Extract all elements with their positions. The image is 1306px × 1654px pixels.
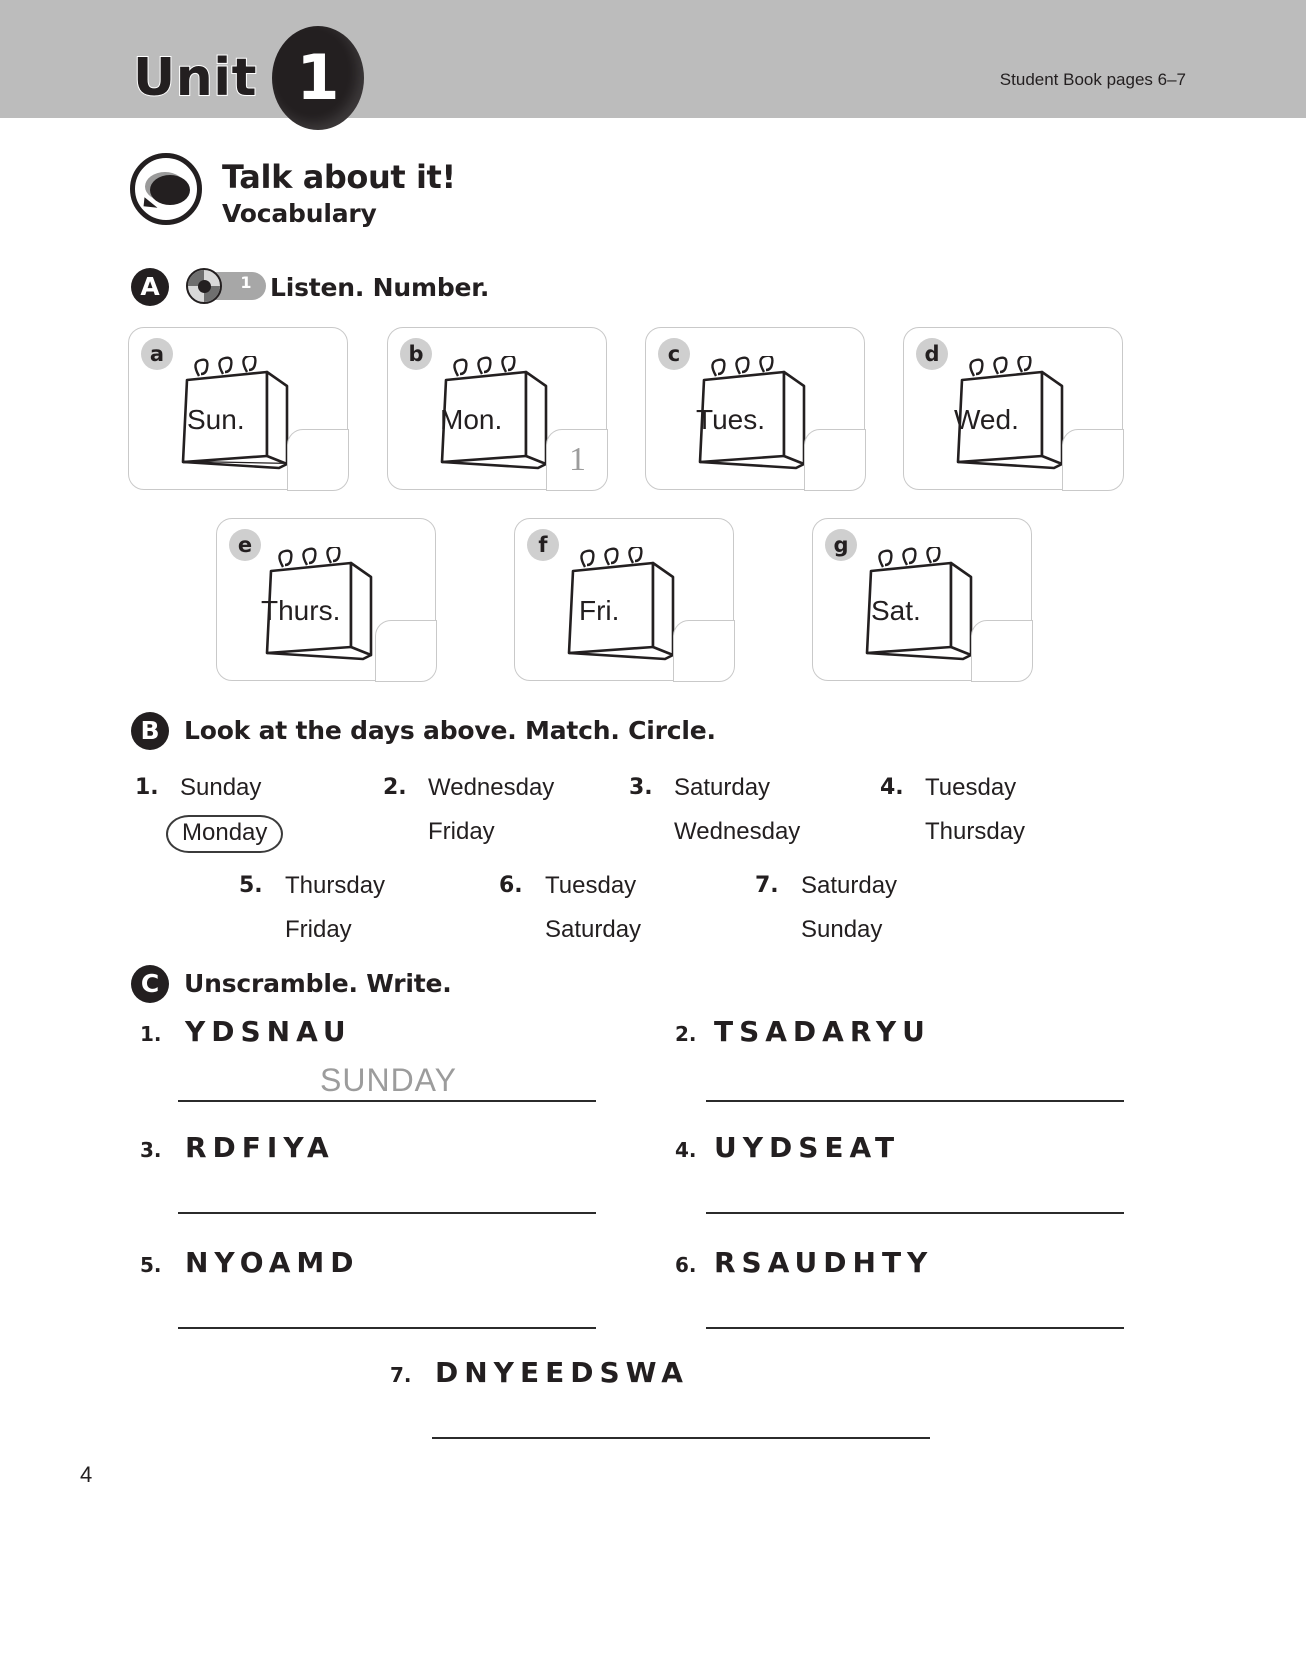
lesson-title: Talk about it! xyxy=(222,158,456,196)
section-letter-b: B xyxy=(131,712,169,750)
day-card-a[interactable] xyxy=(128,327,348,490)
b-item-number-7: 7. xyxy=(755,873,779,898)
c-answer-line-2[interactable] xyxy=(706,1100,1124,1102)
day-card-c[interactable] xyxy=(645,327,865,490)
c-scrambled-word-5: NYOAMD xyxy=(185,1246,360,1279)
answer-box-a[interactable] xyxy=(287,429,349,491)
page-number: 4 xyxy=(80,1462,93,1487)
unit-label: Unit xyxy=(133,48,257,108)
c-item-number-6: 6. xyxy=(675,1253,697,1277)
c-answer-line-6[interactable] xyxy=(706,1327,1124,1329)
c-scrambled-word-1: YDSNAU xyxy=(185,1015,352,1048)
answer-box-b[interactable] xyxy=(546,429,608,491)
answer-value-d xyxy=(1063,430,1125,492)
b-item-number-5: 5. xyxy=(239,873,263,898)
day-abbrev-e: Thurs. xyxy=(261,595,341,626)
speech-bubble-tail-shape xyxy=(144,197,159,207)
answer-box-c[interactable] xyxy=(804,429,866,491)
b-option-bottom-2[interactable]: Friday xyxy=(428,818,495,845)
c-answer-line-5[interactable] xyxy=(178,1327,596,1329)
b-option-top-1[interactable]: Sunday xyxy=(180,774,262,801)
unit-number: 1 xyxy=(296,41,340,114)
b-option-bottom-4[interactable]: Thursday xyxy=(925,818,1026,845)
b-option-top-4[interactable]: Tuesday xyxy=(925,774,1017,801)
section-b-instruction: Look at the days above. Match. Circle. xyxy=(184,716,716,745)
b-option-bottom-7[interactable]: Sunday xyxy=(801,916,883,943)
answer-value-f xyxy=(674,621,736,683)
lesson-subtitle: Vocabulary xyxy=(222,199,377,228)
c-scrambled-word-6: RSAUDHTY xyxy=(714,1246,934,1279)
card-tag-e: e xyxy=(229,529,261,561)
answer-box-f[interactable] xyxy=(673,620,735,682)
answer-value-a xyxy=(288,430,350,492)
c-answer-line-3[interactable] xyxy=(178,1212,596,1214)
c-item-number-3: 3. xyxy=(140,1138,162,1162)
b-option-top-2[interactable]: Wednesday xyxy=(428,774,555,801)
card-tag-d: d xyxy=(916,338,948,370)
day-card-b[interactable] xyxy=(387,327,607,490)
cd-hub-shape xyxy=(198,280,211,293)
answer-value-b: 1 xyxy=(569,440,586,478)
b-item-number-4: 4. xyxy=(880,775,904,800)
b-item-number-3: 3. xyxy=(629,775,653,800)
section-letter-c: C xyxy=(131,965,169,1003)
c-item-number-1: 1. xyxy=(140,1022,162,1046)
b-item-number-2: 2. xyxy=(383,775,407,800)
speech-bubble-icon xyxy=(130,153,202,225)
c-item-number-7: 7. xyxy=(390,1363,412,1387)
c-item-number-2: 2. xyxy=(675,1022,697,1046)
audio-track-number: 1 xyxy=(240,273,252,292)
section-c-instruction: Unscramble. Write. xyxy=(184,969,452,998)
card-tag-c: c xyxy=(658,338,690,370)
answer-value-c xyxy=(805,430,867,492)
day-card-d[interactable] xyxy=(903,327,1123,490)
answer-box-d[interactable] xyxy=(1062,429,1124,491)
b-item-number-1: 1. xyxy=(135,775,159,800)
card-tag-f: f xyxy=(527,529,559,561)
section-letter-a: A xyxy=(131,268,169,306)
c-scrambled-word-4: UYDSEAT xyxy=(714,1131,901,1164)
day-abbrev-g: Sat. xyxy=(871,595,921,626)
c-scrambled-word-2: TSADARYU xyxy=(714,1015,931,1048)
c-answer-line-7[interactable] xyxy=(432,1437,930,1439)
c-scrambled-word-3: RDFIYA xyxy=(185,1131,335,1164)
day-abbrev-b: Mon. xyxy=(440,404,503,435)
b-option-top-6[interactable]: Tuesday xyxy=(545,872,637,899)
answer-box-g[interactable] xyxy=(971,620,1033,682)
b-option-top-3[interactable]: Saturday xyxy=(674,774,771,801)
c-answer-line-4[interactable] xyxy=(706,1212,1124,1214)
answer-box-e[interactable] xyxy=(375,620,437,682)
b-option-bottom-3[interactable]: Wednesday xyxy=(674,818,801,845)
card-tag-g: g xyxy=(825,529,857,561)
day-card-e[interactable] xyxy=(216,518,436,681)
b-option-bottom-5[interactable]: Friday xyxy=(285,916,352,943)
b-option-top-5[interactable]: Thursday xyxy=(285,872,386,899)
b-option-top-7[interactable]: Saturday xyxy=(801,872,898,899)
day-abbrev-d: Wed. xyxy=(954,404,1019,435)
b-option-bottom-1[interactable]: Monday xyxy=(166,815,283,853)
c-answer-line-1[interactable] xyxy=(178,1100,596,1102)
c-scrambled-word-7: DNYEEDSWA xyxy=(435,1356,689,1389)
answer-value-g xyxy=(972,621,1034,683)
card-tag-b: b xyxy=(400,338,432,370)
card-tag-a: a xyxy=(141,338,173,370)
day-abbrev-a: Sun. xyxy=(187,404,245,435)
unit-number-badge xyxy=(272,26,364,130)
day-card-g[interactable] xyxy=(812,518,1032,681)
day-abbrev-c: Tues. xyxy=(696,404,765,435)
c-item-number-5: 5. xyxy=(140,1253,162,1277)
answer-value-e xyxy=(376,621,438,683)
student-book-pages: Student Book pages 6–7 xyxy=(999,70,1186,89)
section-a-instruction: Listen. Number. xyxy=(270,273,490,302)
c-item-number-4: 4. xyxy=(675,1138,697,1162)
day-card-f[interactable] xyxy=(514,518,734,681)
c-answer-1[interactable]: SUNDAY xyxy=(320,1062,457,1098)
b-option-bottom-6[interactable]: Saturday xyxy=(545,916,642,943)
day-abbrev-f: Fri. xyxy=(579,595,620,626)
b-item-number-6: 6. xyxy=(499,873,523,898)
